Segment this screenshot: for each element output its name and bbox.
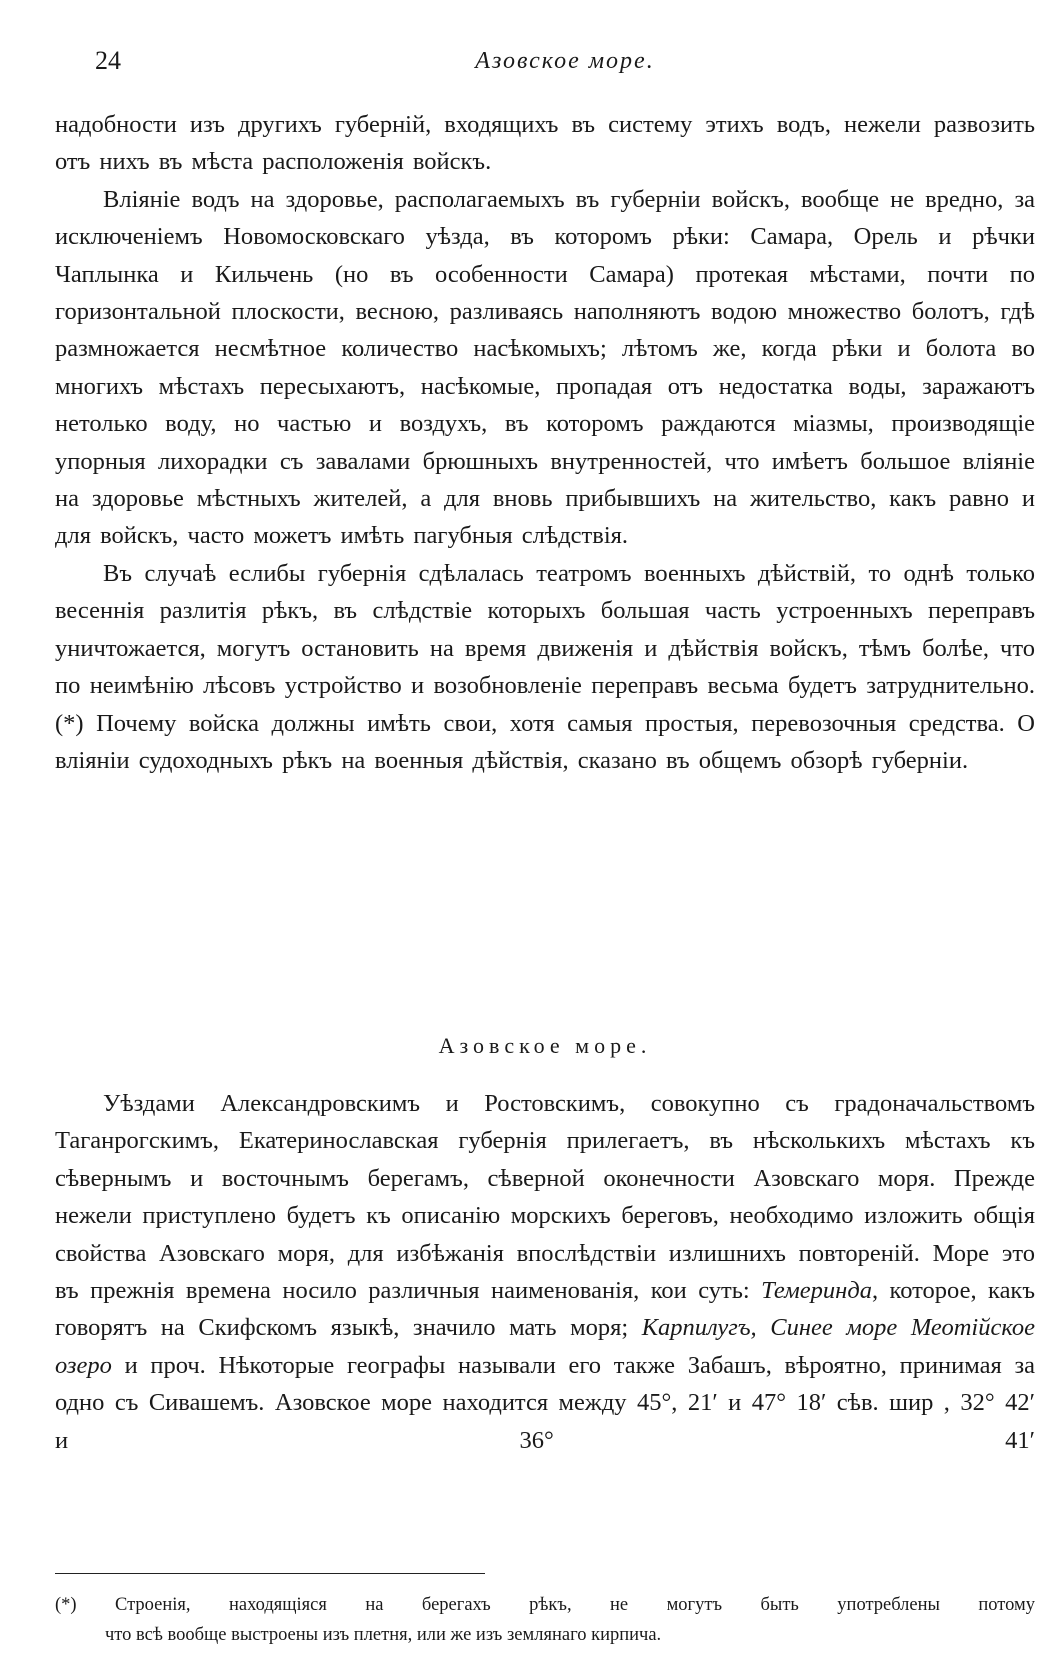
footnote-rule <box>55 1573 485 1574</box>
sea-names-italic: Карпилугъ, Синее море Меотійское озеро <box>55 1314 1036 1379</box>
footnote-line-2: что всѣ вообще выстроены изъ плетня, или же изъ землянаго кирпича. <box>105 1625 662 1645</box>
paragraph-1: надобности изъ другихъ губерній, входящихъ въ систему этихъ водъ, нежели развозить отъ нихъ въ мѣста расположенія войскъ. <box>55 111 1035 176</box>
paragraph-3: Въ случаѣ еслибы губернія сдѣлалась театромъ военныхъ дѣйствій, то однѣ только весеннія разлитія рѣкъ, въ слѣдствіе которыхъ большая часть устроенныхъ переправъ уничтожается, могутъ остановить на время движенія и дѣйствія войскъ, тѣмъ болѣе, что по неимѣнію лѣсовъ устройство и возобновленіе переправъ весьма будетъ затруднительно. (*) Почему войска должны имѣть свои, хотя самыя простыя, перевозочныя средства. О вліяніи судоходныхъ рѣкъ на военныя дѣйствія, сказано въ общемъ обзорѣ губерніи. <box>55 559 1035 774</box>
paragraph-4 <box>55 1085 1035 1459</box>
text-run: , которое, какъ говорятъ на Скифскомъ языкѣ, значило мать моря; <box>55 1277 1036 1342</box>
text-run: и проч. Нѣкоторые географы называли его также Забашъ, вѣроятно, принимая за одно съ Сивашемъ. Азовское море находится между 45°, 21′ и 47° 18′ сѣв. шир , 32° 42′ и 36° 41′ <box>55 1351 1035 1454</box>
section-heading: Азовское море. <box>438 1033 652 1058</box>
book-page <box>55 0 1035 1677</box>
sea-name-italic: Темеринда <box>761 1277 872 1305</box>
footnote-line-1: (*) Строенія, находящіяся на берегахъ рѣкъ, не могутъ быть употреблены потому <box>55 1595 1035 1615</box>
body-text <box>55 106 1035 779</box>
running-title: Азовское море. <box>475 48 655 74</box>
azov-section-text <box>55 1085 1035 1459</box>
paragraph-2: Вліяніе водъ на здоровье, располагаемыхъ въ губерніи войскъ, вообще не вредно, за исключеніемъ Новомосковскаго уѣзда, въ которомъ рѣки: Самара, Орель и рѣчки Чаплынка и Кильчень (но въ особенности Самара) протекая мѣстами, почти по горизонтальной плоскости, весною, разливаясь наполняютъ водою множество болотъ, гдѣ размножается несмѣтное количество насѣкомыхъ; лѣтомъ же, когда рѣки и болота во многихъ мѣстахъ пересыхаютъ, насѣкомые, пропадая отъ недостатка воды, заражаютъ нетолько воду, но частью и воздухъ, въ которомъ раждаются міазмы, производящіе упорныя лихорадки съ завалами брюшныхъ внутренностей, что имѣетъ большое вліяніе на здоровье мѣстныхъ жителей, а для вновь прибывшихъ на жительство, какъ равно и для войскъ, часто можетъ имѣть пагубныя слѣдствія. <box>55 185 1035 550</box>
text-run: Уѣздами Александровскимъ и Ростовскимъ, совокупно съ градоначальствомъ Таганрогскимъ, Екатеринославская губернія прилегаетъ, въ нѣсколькихъ мѣстахъ къ сѣвернымъ и восточнымъ берегамъ, сѣверной оконечности Азовскаго моря. Прежде нежели приступлено будетъ къ описанію морскихъ береговъ, необходимо изложить общія свойства Азовскаго моря, для избѣжанія впослѣдствіи излишнихъ повтореній. Море это въ прежнія времена носило различныя наименованія, кои суть: <box>55 1090 1035 1305</box>
page-number: 24 <box>95 46 121 75</box>
page-header <box>95 46 1035 86</box>
footnote <box>55 1590 1035 1650</box>
